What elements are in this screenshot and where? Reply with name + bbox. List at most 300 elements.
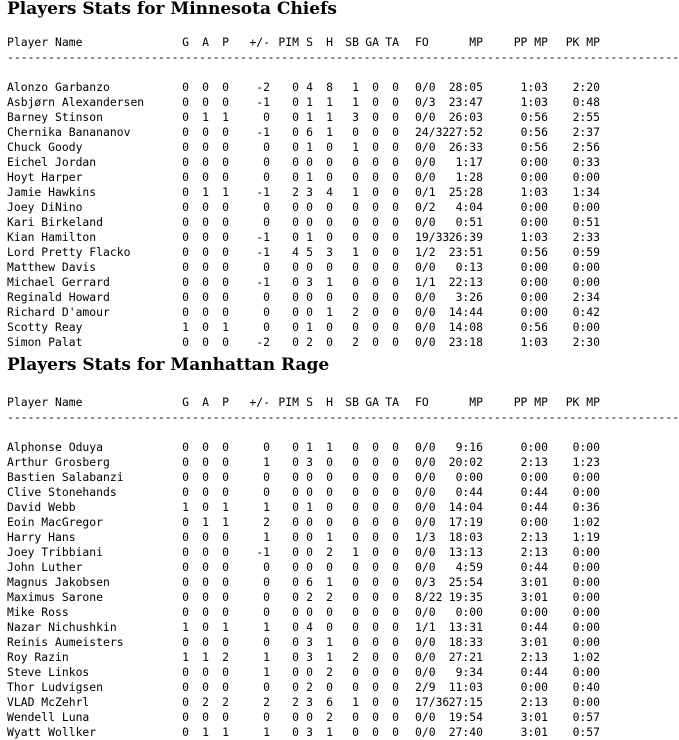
cell-player-name: Wyatt Wollker — [7, 725, 97, 739]
cell-player-name: Clive Stonehands — [7, 485, 117, 499]
cell-plus-minus: -1 — [256, 95, 270, 109]
cell-g: 0 — [182, 590, 189, 604]
table-row — [7, 485, 607, 500]
cell-fo: 0/0 — [415, 635, 436, 649]
team-title: Players Stats for Minnesota Chiefs — [7, 0, 337, 19]
column-header-plus-minus: +/- — [249, 35, 270, 49]
cell-fo: 0/0 — [415, 665, 436, 679]
cell-ga: 0 — [372, 605, 379, 619]
cell-ta: 0 — [392, 260, 399, 274]
cell-s: 3 — [306, 185, 313, 199]
table-header — [7, 395, 607, 410]
cell-ga: 0 — [372, 725, 379, 739]
cell-mp: 27:40 — [448, 725, 483, 739]
cell-player-name: Chernika Banananov — [7, 125, 131, 139]
cell-pp-mp: 0:56 — [520, 320, 548, 334]
cell-h: 3 — [326, 245, 333, 259]
cell-pp-mp: 2:13 — [520, 455, 548, 469]
cell-pim: 0 — [292, 305, 299, 319]
cell-pk-mp: 2:33 — [572, 230, 600, 244]
cell-pim: 0 — [292, 575, 299, 589]
cell-ta: 0 — [392, 575, 399, 589]
column-header-mp: MP — [469, 35, 483, 49]
cell-h: 0 — [326, 170, 333, 184]
cell-sb: 0 — [352, 575, 359, 589]
cell-a: 0 — [202, 575, 209, 589]
cell-plus-minus: 0 — [263, 305, 270, 319]
header-separator: -------------------------------------------------------------------------------------------------- — [7, 50, 679, 64]
cell-plus-minus: 0 — [263, 260, 270, 274]
cell-mp: 18:33 — [448, 635, 483, 649]
cell-fo: 1/1 — [415, 620, 436, 634]
cell-ga: 0 — [372, 155, 379, 169]
column-header-sb: SB — [345, 395, 359, 409]
cell-player-name: Steve Linkos — [7, 665, 90, 679]
table-row — [7, 290, 607, 305]
cell-ta: 0 — [392, 560, 399, 574]
table-row — [7, 605, 607, 620]
cell-pk-mp: 0:00 — [572, 665, 600, 679]
cell-pk-mp: 1:02 — [572, 515, 600, 529]
cell-pp-mp: 0:00 — [520, 305, 548, 319]
cell-ta: 0 — [392, 95, 399, 109]
cell-sb: 0 — [352, 560, 359, 574]
cell-h: 2 — [326, 710, 333, 724]
column-header-s: S — [306, 395, 313, 409]
cell-player-name: Arthur Grosberg — [7, 455, 110, 469]
cell-pk-mp: 0:00 — [572, 590, 600, 604]
cell-h: 0 — [326, 485, 333, 499]
cell-pim: 0 — [292, 560, 299, 574]
cell-s: 0 — [306, 215, 313, 229]
cell-ga: 0 — [372, 125, 379, 139]
cell-fo: 0/0 — [415, 515, 436, 529]
cell-pim: 0 — [292, 275, 299, 289]
cell-ga: 0 — [372, 260, 379, 274]
cell-fo: 0/0 — [415, 485, 436, 499]
cell-s: 3 — [306, 725, 313, 739]
cell-g: 0 — [182, 530, 189, 544]
cell-player-name: Reginald Howard — [7, 290, 110, 304]
cell-pp-mp: 0:00 — [520, 470, 548, 484]
cell-g: 0 — [182, 695, 189, 709]
cell-mp: 1:28 — [455, 170, 483, 184]
cell-plus-minus: -1 — [256, 230, 270, 244]
cell-sb: 0 — [352, 230, 359, 244]
cell-pp-mp: 0:00 — [520, 680, 548, 694]
cell-ga: 0 — [372, 485, 379, 499]
table-header — [7, 35, 607, 50]
cell-g: 0 — [182, 485, 189, 499]
cell-a: 1 — [202, 185, 209, 199]
cell-pp-mp: 0:00 — [520, 200, 548, 214]
cell-sb: 0 — [352, 170, 359, 184]
cell-a: 0 — [202, 260, 209, 274]
cell-p: 2 — [222, 695, 229, 709]
cell-a: 1 — [202, 110, 209, 124]
cell-mp: 19:35 — [448, 590, 483, 604]
cell-fo: 0/0 — [415, 170, 436, 184]
table-row — [7, 710, 607, 725]
cell-mp: 0:00 — [455, 470, 483, 484]
column-header-pk-mp: PK MP — [565, 395, 600, 409]
column-header-ta: TA — [385, 395, 399, 409]
cell-player-name: Kian Hamilton — [7, 230, 97, 244]
cell-ga: 0 — [372, 200, 379, 214]
cell-p: 0 — [222, 140, 229, 154]
cell-fo: 0/0 — [415, 605, 436, 619]
cell-a: 1 — [202, 650, 209, 664]
cell-g: 0 — [182, 215, 189, 229]
cell-player-name: Michael Gerrard — [7, 275, 110, 289]
cell-g: 0 — [182, 305, 189, 319]
cell-pp-mp: 0:44 — [520, 560, 548, 574]
cell-ga: 0 — [372, 110, 379, 124]
cell-ta: 0 — [392, 665, 399, 679]
cell-s: 6 — [306, 575, 313, 589]
cell-plus-minus: 0 — [263, 575, 270, 589]
cell-player-name: Barney Stinson — [7, 110, 104, 124]
table-row — [7, 470, 607, 485]
cell-h: 1 — [326, 95, 333, 109]
cell-pp-mp: 1:03 — [520, 80, 548, 94]
cell-mp: 22:13 — [448, 275, 483, 289]
cell-pim: 0 — [292, 485, 299, 499]
cell-plus-minus: -1 — [256, 545, 270, 559]
cell-pim: 0 — [292, 515, 299, 529]
cell-a: 0 — [202, 305, 209, 319]
cell-p: 0 — [222, 605, 229, 619]
cell-plus-minus: 0 — [263, 635, 270, 649]
cell-ga: 0 — [372, 170, 379, 184]
cell-player-name: Maximus Sarone — [7, 590, 104, 604]
cell-player-name: Roy Razin — [7, 650, 69, 664]
cell-s: 3 — [306, 695, 313, 709]
cell-plus-minus: 0 — [263, 320, 270, 334]
cell-fo: 0/0 — [415, 110, 436, 124]
cell-plus-minus: -2 — [256, 335, 270, 349]
table-row — [7, 230, 607, 245]
cell-fo: 1/3 — [415, 530, 436, 544]
cell-h: 0 — [326, 515, 333, 529]
cell-a: 0 — [202, 230, 209, 244]
cell-p: 1 — [222, 110, 229, 124]
cell-ta: 0 — [392, 650, 399, 664]
cell-pk-mp: 2:56 — [572, 140, 600, 154]
cell-g: 0 — [182, 275, 189, 289]
cell-s: 3 — [306, 635, 313, 649]
cell-ga: 0 — [372, 275, 379, 289]
cell-p: 0 — [222, 245, 229, 259]
cell-plus-minus: 0 — [263, 155, 270, 169]
cell-ga: 0 — [372, 305, 379, 319]
cell-mp: 0:51 — [455, 215, 483, 229]
cell-player-name: John Luther — [7, 560, 83, 574]
cell-pim: 0 — [292, 125, 299, 139]
cell-mp: 27:52 — [448, 125, 483, 139]
cell-plus-minus: 2 — [263, 695, 270, 709]
cell-pp-mp: 0:44 — [520, 485, 548, 499]
cell-sb: 0 — [352, 530, 359, 544]
column-header-plus-minus: +/- — [249, 395, 270, 409]
table-row — [7, 650, 607, 665]
cell-pk-mp: 0:57 — [572, 710, 600, 724]
cell-a: 0 — [202, 155, 209, 169]
cell-player-name: VLAD McZehrl — [7, 695, 90, 709]
cell-player-name: Richard D'amour — [7, 305, 110, 319]
cell-pim: 0 — [292, 470, 299, 484]
cell-s: 0 — [306, 545, 313, 559]
cell-ga: 0 — [372, 650, 379, 664]
cell-pp-mp: 3:01 — [520, 575, 548, 589]
cell-mp: 13:13 — [448, 545, 483, 559]
cell-ta: 0 — [392, 440, 399, 454]
cell-p: 0 — [222, 155, 229, 169]
cell-p: 0 — [222, 290, 229, 304]
cell-ga: 0 — [372, 530, 379, 544]
cell-player-name: Magnus Jakobsen — [7, 575, 110, 589]
cell-mp: 4:04 — [455, 200, 483, 214]
table-row — [7, 275, 607, 290]
cell-pk-mp: 1:02 — [572, 650, 600, 664]
cell-mp: 0:13 — [455, 260, 483, 274]
cell-g: 0 — [182, 200, 189, 214]
cell-player-name: Wendell Luna — [7, 710, 90, 724]
cell-sb: 0 — [352, 215, 359, 229]
cell-s: 0 — [306, 485, 313, 499]
cell-h: 0 — [326, 500, 333, 514]
cell-p: 0 — [222, 335, 229, 349]
cell-sb: 3 — [352, 110, 359, 124]
cell-fo: 0/0 — [415, 335, 436, 349]
cell-ga: 0 — [372, 635, 379, 649]
cell-ga: 0 — [372, 665, 379, 679]
cell-p: 2 — [222, 650, 229, 664]
cell-pp-mp: 1:03 — [520, 95, 548, 109]
table-row — [7, 200, 607, 215]
cell-h: 6 — [326, 695, 333, 709]
column-header-p: P — [222, 395, 229, 409]
cell-player-name: Jamie Hawkins — [7, 185, 97, 199]
cell-h: 1 — [326, 110, 333, 124]
cell-mp: 28:05 — [448, 80, 483, 94]
cell-ga: 0 — [372, 620, 379, 634]
cell-player-name: Joey Tribbiani — [7, 545, 104, 559]
cell-fo: 1/1 — [415, 275, 436, 289]
cell-pk-mp: 0:00 — [572, 695, 600, 709]
cell-plus-minus: 0 — [263, 485, 270, 499]
cell-pk-mp: 0:40 — [572, 680, 600, 694]
cell-plus-minus: 0 — [263, 290, 270, 304]
cell-h: 1 — [326, 530, 333, 544]
cell-sb: 0 — [352, 710, 359, 724]
cell-pim: 0 — [292, 200, 299, 214]
cell-pk-mp: 0:00 — [572, 545, 600, 559]
cell-h: 1 — [326, 635, 333, 649]
cell-p: 0 — [222, 95, 229, 109]
cell-g: 0 — [182, 680, 189, 694]
cell-sb: 0 — [352, 665, 359, 679]
table-row — [7, 80, 607, 95]
cell-p: 0 — [222, 680, 229, 694]
cell-s: 0 — [306, 515, 313, 529]
cell-pk-mp: 0:42 — [572, 305, 600, 319]
cell-a: 0 — [202, 215, 209, 229]
table-row — [7, 335, 607, 350]
table-row — [7, 185, 607, 200]
cell-fo: 0/0 — [415, 440, 436, 454]
cell-p: 0 — [222, 200, 229, 214]
cell-g: 0 — [182, 140, 189, 154]
cell-pp-mp: 0:00 — [520, 440, 548, 454]
cell-s: 1 — [306, 140, 313, 154]
column-header-a: A — [202, 35, 209, 49]
cell-ga: 0 — [372, 440, 379, 454]
column-header-h: H — [326, 35, 333, 49]
cell-pp-mp: 0:00 — [520, 290, 548, 304]
cell-player-name: Eoin MacGregor — [7, 515, 104, 529]
cell-sb: 0 — [352, 485, 359, 499]
cell-ta: 0 — [392, 695, 399, 709]
cell-pim: 0 — [292, 110, 299, 124]
cell-g: 0 — [182, 290, 189, 304]
cell-ta: 0 — [392, 185, 399, 199]
cell-ta: 0 — [392, 485, 399, 499]
cell-pim: 2 — [292, 185, 299, 199]
cell-p: 0 — [222, 125, 229, 139]
cell-pim: 0 — [292, 95, 299, 109]
table-row — [7, 695, 607, 710]
cell-a: 0 — [202, 440, 209, 454]
table-row — [7, 95, 607, 110]
cell-g: 0 — [182, 470, 189, 484]
cell-a: 0 — [202, 200, 209, 214]
cell-g: 0 — [182, 260, 189, 274]
cell-ga: 0 — [372, 575, 379, 589]
cell-sb: 0 — [352, 590, 359, 604]
cell-fo: 0/0 — [415, 710, 436, 724]
cell-mp: 9:16 — [455, 440, 483, 454]
cell-pk-mp: 0:00 — [572, 470, 600, 484]
table-row — [7, 725, 607, 740]
cell-pp-mp: 0:56 — [520, 110, 548, 124]
cell-s: 1 — [306, 440, 313, 454]
cell-ga: 0 — [372, 290, 379, 304]
cell-pp-mp: 2:13 — [520, 530, 548, 544]
cell-pp-mp: 2:13 — [520, 545, 548, 559]
cell-plus-minus: 0 — [263, 605, 270, 619]
cell-plus-minus: 0 — [263, 170, 270, 184]
cell-plus-minus: 1 — [263, 620, 270, 634]
cell-pk-mp: 0:00 — [572, 170, 600, 184]
cell-g: 0 — [182, 665, 189, 679]
cell-a: 0 — [202, 605, 209, 619]
cell-h: 1 — [326, 575, 333, 589]
cell-mp: 9:34 — [455, 665, 483, 679]
cell-pk-mp: 2:34 — [572, 290, 600, 304]
cell-player-name: Alphonse Oduya — [7, 440, 104, 454]
cell-a: 0 — [202, 170, 209, 184]
cell-sb: 1 — [352, 185, 359, 199]
cell-pk-mp: 0:59 — [572, 245, 600, 259]
column-header-ta: TA — [385, 35, 399, 49]
cell-pk-mp: 0:57 — [572, 725, 600, 739]
cell-mp: 14:44 — [448, 305, 483, 319]
column-header-pim: PIM — [278, 35, 299, 49]
cell-h: 1 — [326, 275, 333, 289]
cell-ga: 0 — [372, 215, 379, 229]
cell-ta: 0 — [392, 305, 399, 319]
cell-a: 0 — [202, 470, 209, 484]
cell-g: 0 — [182, 125, 189, 139]
cell-pim: 0 — [292, 455, 299, 469]
cell-plus-minus: 0 — [263, 200, 270, 214]
cell-a: 0 — [202, 710, 209, 724]
table-row — [7, 560, 607, 575]
cell-ta: 0 — [392, 245, 399, 259]
cell-a: 1 — [202, 725, 209, 739]
cell-fo: 0/0 — [415, 305, 436, 319]
cell-pim: 0 — [292, 725, 299, 739]
cell-h: 0 — [326, 260, 333, 274]
cell-h: 0 — [326, 200, 333, 214]
cell-s: 4 — [306, 80, 313, 94]
cell-h: 0 — [326, 290, 333, 304]
cell-player-name: Hoyt Harper — [7, 170, 83, 184]
cell-p: 0 — [222, 80, 229, 94]
cell-pim: 0 — [292, 680, 299, 694]
cell-p: 0 — [222, 485, 229, 499]
cell-sb: 0 — [352, 125, 359, 139]
cell-plus-minus: 0 — [263, 470, 270, 484]
cell-sb: 0 — [352, 260, 359, 274]
cell-pk-mp: 0:36 — [572, 500, 600, 514]
cell-sb: 1 — [352, 80, 359, 94]
table-row — [7, 245, 607, 260]
cell-fo: 2/9 — [415, 680, 436, 694]
cell-mp: 27:21 — [448, 650, 483, 664]
cell-ga: 0 — [372, 695, 379, 709]
table-row — [7, 440, 607, 455]
column-header-pim: PIM — [278, 395, 299, 409]
cell-ga: 0 — [372, 470, 379, 484]
cell-pim: 0 — [292, 650, 299, 664]
cell-ga: 0 — [372, 590, 379, 604]
cell-fo: 0/3 — [415, 575, 436, 589]
cell-player-name: Reinis Aumeisters — [7, 635, 124, 649]
cell-sb: 0 — [352, 155, 359, 169]
cell-fo: 0/3 — [415, 95, 436, 109]
cell-plus-minus: 0 — [263, 215, 270, 229]
cell-ta: 0 — [392, 530, 399, 544]
cell-ta: 0 — [392, 635, 399, 649]
table-row — [7, 125, 607, 140]
table-row — [7, 140, 607, 155]
cell-plus-minus: -1 — [256, 275, 270, 289]
cell-s: 6 — [306, 125, 313, 139]
cell-fo: 0/0 — [415, 155, 436, 169]
cell-player-name: Scotty Reay — [7, 320, 83, 334]
column-header-pk-mp: PK MP — [565, 35, 600, 49]
cell-ta: 0 — [392, 470, 399, 484]
cell-pp-mp: 3:01 — [520, 635, 548, 649]
cell-fo: 19/33 — [415, 230, 450, 244]
cell-fo: 0/0 — [415, 725, 436, 739]
cell-mp: 11:03 — [448, 680, 483, 694]
cell-ta: 0 — [392, 290, 399, 304]
cell-s: 1 — [306, 110, 313, 124]
cell-a: 0 — [202, 245, 209, 259]
